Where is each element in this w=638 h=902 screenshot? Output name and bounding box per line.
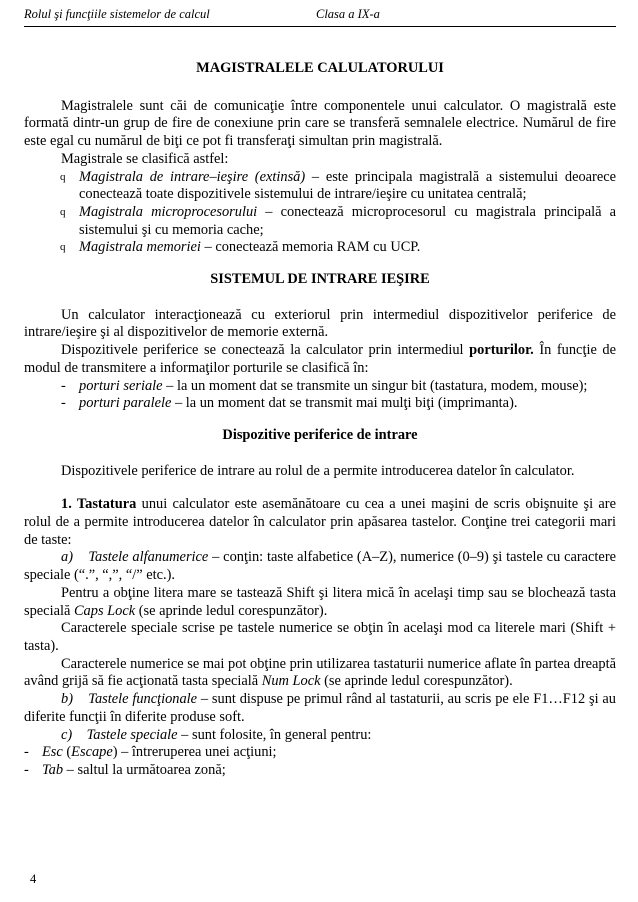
list-item bbox=[24, 395, 616, 413]
dash-marker: - bbox=[61, 377, 66, 394]
paragraph-periferice-rol: Dispozitivele periferice de intrare au rolul de a permite introducerea datelor în calculator. bbox=[61, 462, 575, 479]
list-item bbox=[24, 169, 616, 204]
port-text: – la un moment dat se transmit mai mulţi biţi (imprimanta). bbox=[171, 395, 518, 412]
paragraph-magistrale-intro: Magistralele sunt căi de comunicaţie între componentele unui calculator. O magistrală este formată dintr-un grup de fire de conexiune prin care se transferă semnalele electrice. Numărul de fire este egal cu numărul de biţi ce pot fi transferaţi simultan prin magistrală. bbox=[24, 97, 616, 150]
paragraph-caractere-speciale: Caracterele speciale scrise pe tastele numerice se obţin în acelaşi mod ca literele mari (Shift + tasta). bbox=[24, 620, 616, 654]
list-item bbox=[24, 378, 616, 396]
bullet-icon: q bbox=[60, 205, 66, 218]
list-item: - Tab – saltul la următoarea zonă; bbox=[24, 761, 226, 778]
list-item: - Esc (Escape) – întreruperea unei acţiuni; bbox=[24, 744, 277, 761]
bullet-text: este principala magistrală a sistemului deoarece conectează toate dispozitivele sistemului de intrare/ieşire cu unitatea centrală; bbox=[79, 168, 616, 203]
paragraph-caractere-numerice: Caracterele numerice se mai pot obţine prin utilizarea tastaturii numerice aflate în partea dreaptă având grijă să fie acţionată tasta specială Num Lock (se aprinde ledul corespunzător). bbox=[24, 655, 616, 690]
paragraph-tastatura: 1. Tastatura unui calculator este asemănătoare cu cea a unei maşini de scris obişnuite şi are rolul de a permite introducerea datelor în calculator prin apăsarea tastelor. Conţine trei categorii mari de taste: bbox=[24, 496, 616, 548]
port-term: porturi paralele bbox=[79, 395, 172, 412]
section-title-magistrale: MAGISTRALELE CALULATORULUI bbox=[196, 60, 444, 76]
bullet-term: Magistrala microprocesorului bbox=[79, 203, 258, 220]
paragraph-magistrale-classify: Magistrale se clasifică astfel: bbox=[61, 150, 229, 167]
bullet-icon: q bbox=[60, 241, 66, 254]
paragraph-shift: Pentru a obţine litera mare se tastează Shift şi litera mică în acelaşi timp sau se blochează tasta specială Caps Lock (se aprinde ledul corespunzător). bbox=[24, 584, 616, 619]
section-title-intrare-iesire: SISTEMUL DE INTRARE IEŞIRE bbox=[210, 271, 430, 288]
bullet-term: Magistrala de intrare–ieşire (extinsă) – bbox=[79, 168, 320, 185]
page-number: 4 bbox=[30, 872, 37, 886]
list-item bbox=[24, 204, 616, 239]
paragraph-tastele-functionale: b) Tastele funcţionale – sunt dispuse pe primul rând al tastaturii, au scris pe ele F1…F12 şi au diferite funcţii în diferite produse soft. bbox=[24, 691, 616, 725]
bullet-text: – conectează microprocesorul cu magistrala principală a sistemului şi cu memoria cache; bbox=[79, 203, 616, 238]
dash-marker: - bbox=[24, 744, 29, 761]
paragraph-interactioneaza: Un calculator interacţionează cu exteriorul prin intermediul dispozitivelor periferice de intrare/ieşire şi al dispozitivelor de memorie externă. bbox=[24, 306, 616, 341]
list-item bbox=[24, 239, 616, 257]
tastatura-heading: 1. Tastatura bbox=[61, 496, 137, 513]
header-right-text: Clasa a IX-a bbox=[316, 7, 380, 21]
bullet-term: Magistrala memoriei bbox=[79, 239, 201, 256]
paragraph-porturi: Dispozitivele periferice se conectează la calculator prin intermediul porturilor. În funcţie de modul de transmitere a informaţilor porturile se clasifică în: bbox=[24, 342, 616, 376]
paragraph-tastele-speciale: c) Tastele speciale – sunt folosite, în general pentru: bbox=[61, 726, 372, 743]
port-term: porturi seriale bbox=[79, 377, 163, 394]
paragraph-tastele-alfanumerice: a) Tastele alfanumerice – conţin: taste alfabetice (A–Z), numerice (0–9) şi tastele cu caractere speciale (“.”, “,”, “/” etc.). bbox=[24, 549, 617, 584]
bullet-text: – conectează memoria RAM cu UCP. bbox=[200, 239, 421, 256]
porturi-bold: porturilor. bbox=[469, 342, 534, 359]
dash-marker: - bbox=[24, 761, 29, 778]
page-body bbox=[24, 60, 616, 780]
section-title-periferice-intrare: Dispozitive periferice de intrare bbox=[222, 426, 418, 443]
bullet-icon: q bbox=[60, 170, 66, 183]
port-text: – la un moment dat se transmite un singur bit (tastatura, modem, mouse); bbox=[162, 377, 588, 394]
header-left-text: Rolul şi funcţiile sistemelor de calcul bbox=[24, 7, 210, 21]
header-rule bbox=[24, 26, 616, 27]
dash-marker: - bbox=[61, 395, 66, 412]
